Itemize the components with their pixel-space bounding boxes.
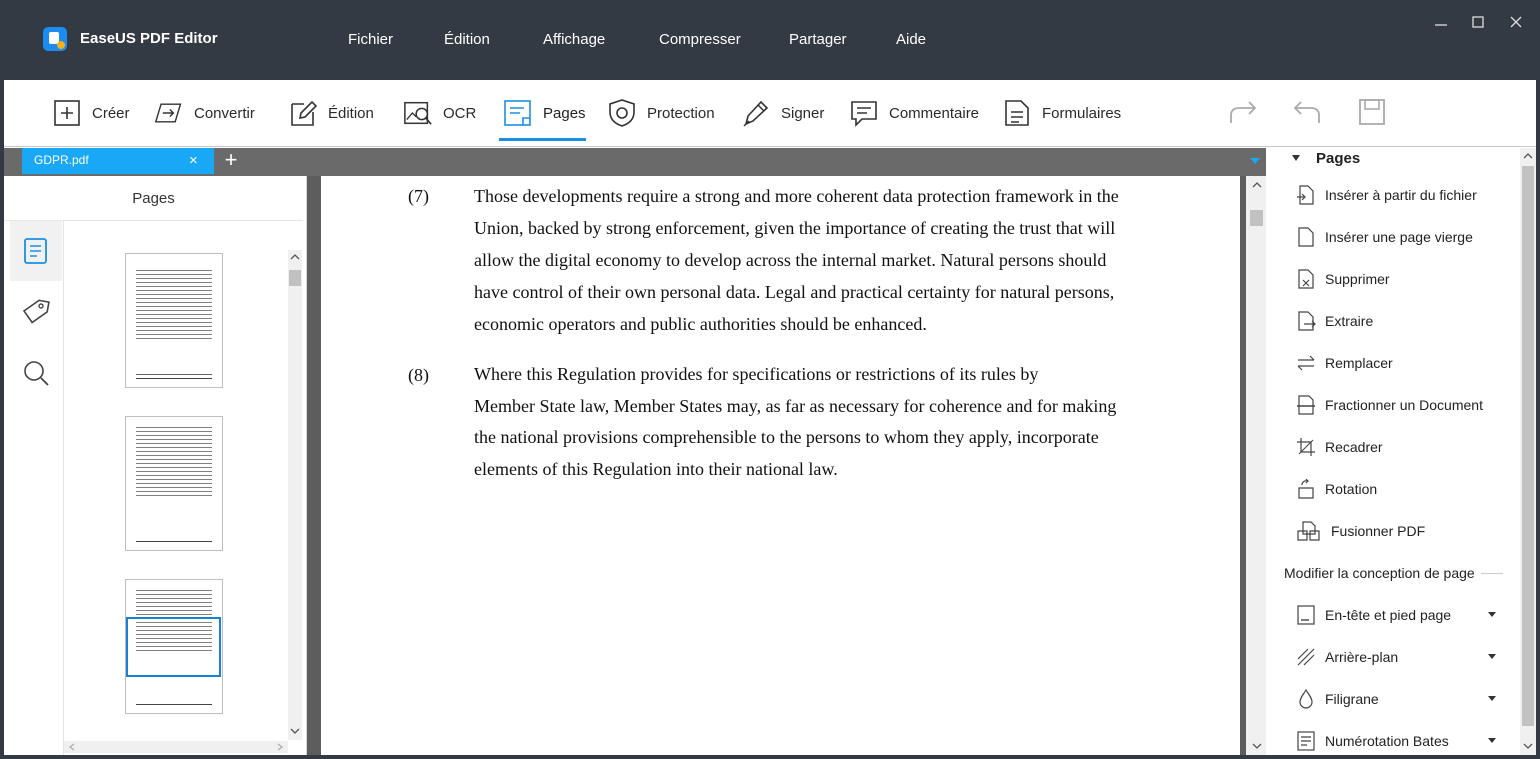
thumbnail-viewport-indicator[interactable] xyxy=(126,617,221,677)
thumbnail-text xyxy=(136,270,212,340)
form-icon xyxy=(1002,98,1032,128)
close-icon xyxy=(1509,15,1523,29)
item-label: Insérer à partir du fichier xyxy=(1325,187,1477,203)
merge-icon xyxy=(1296,521,1322,541)
tool-label: Protection xyxy=(647,104,715,122)
tool-pages[interactable] xyxy=(503,80,586,146)
background-icon xyxy=(1296,647,1316,667)
redo-icon[interactable] xyxy=(1227,97,1259,127)
left-panel-title: Pages xyxy=(4,176,303,221)
pen-icon xyxy=(741,98,771,128)
thumbnails-tab[interactable] xyxy=(10,221,62,281)
section-divider xyxy=(1481,573,1503,574)
text-line: have control of their own personal data. Legal and practical certainty for natural persons, xyxy=(474,282,1115,302)
merge-pdf-button[interactable] xyxy=(1296,519,1425,543)
edit-icon xyxy=(288,98,318,128)
scroll-up-icon[interactable] xyxy=(1252,181,1262,189)
delete-page-button[interactable] xyxy=(1296,267,1390,291)
shield-icon xyxy=(607,98,637,128)
header-footer-icon xyxy=(1296,605,1316,625)
ocr-icon xyxy=(403,98,433,128)
thumbnail-footer xyxy=(136,541,212,542)
extract-pages-button[interactable] xyxy=(1296,309,1373,333)
maximize-icon xyxy=(1471,15,1485,29)
item-label: Fractionner un Document xyxy=(1325,397,1483,413)
tool-commentaire[interactable] xyxy=(849,80,979,146)
add-tab-button[interactable]: + xyxy=(224,147,238,172)
paragraph-number: (8) xyxy=(408,365,429,385)
close-window-button[interactable] xyxy=(1504,14,1528,36)
tool-edition[interactable] xyxy=(288,80,374,146)
thumbnail-scrollbar-thumb[interactable] xyxy=(289,270,301,286)
window-frame-bottom xyxy=(0,755,1540,759)
scroll-left-icon[interactable] xyxy=(68,743,76,751)
page-thumbnail-2[interactable] xyxy=(125,416,223,551)
item-label: Remplacer xyxy=(1325,355,1393,371)
text-line: economic operators and public authorities should be enhanced. xyxy=(474,314,927,334)
crop-icon xyxy=(1296,437,1316,457)
tag-icon xyxy=(21,297,51,327)
text-line: Where this Regulation provides for specifications or restrictions of its rules by xyxy=(474,364,1039,384)
plus-square-icon xyxy=(52,98,82,128)
item-label: Rotation xyxy=(1325,481,1378,497)
split-icon xyxy=(1296,395,1316,415)
watermark-dropdown-icon[interactable] xyxy=(1488,696,1496,701)
text-line: allow the digital economy to develop across the internal market. Natural persons should xyxy=(474,250,1107,270)
item-label: Arrière-plan xyxy=(1325,649,1399,665)
app-logo-icon xyxy=(43,27,67,51)
active-tool-indicator xyxy=(499,138,586,141)
scroll-down-icon[interactable] xyxy=(1252,742,1262,750)
background-button[interactable] xyxy=(1296,645,1398,669)
rotate-pages-button[interactable] xyxy=(1296,477,1377,501)
tool-label: Commentaire xyxy=(889,104,980,122)
tool-creer[interactable] xyxy=(52,80,130,146)
menu-edition[interactable]: Édition xyxy=(444,31,490,48)
insert-blank-page-button[interactable] xyxy=(1296,225,1473,249)
search-tab[interactable] xyxy=(10,343,62,403)
tool-label: Convertir xyxy=(194,104,255,122)
menu-affichage[interactable]: Affichage xyxy=(543,31,606,48)
tab-label: GDPR.pdf xyxy=(34,153,89,167)
item-label: Fusionner PDF xyxy=(1331,523,1426,539)
item-label: Supprimer xyxy=(1325,271,1390,287)
tool-label: Édition xyxy=(328,104,374,122)
text-line: the national provisions comprehensible to the persons to whom they apply, incorporate xyxy=(474,427,1099,447)
undo-icon[interactable] xyxy=(1291,97,1323,127)
right-panel-scrollbar-thumb[interactable] xyxy=(1522,166,1534,726)
split-document-button[interactable] xyxy=(1296,393,1483,417)
watermark-button[interactable] xyxy=(1296,687,1379,711)
right-panel-header: Pages xyxy=(1316,150,1361,167)
document-scrollbar-thumb[interactable] xyxy=(1250,210,1263,226)
item-label: Filigrane xyxy=(1325,691,1379,707)
tab-gdpr-pdf[interactable] xyxy=(22,148,214,174)
menu-aide[interactable]: Aide xyxy=(896,31,927,48)
scroll-down-icon[interactable] xyxy=(1523,742,1533,750)
header-footer-dropdown-icon[interactable] xyxy=(1488,612,1496,617)
document-scrollbar[interactable] xyxy=(1246,176,1266,755)
title-bar xyxy=(0,0,1540,80)
page-design-section-title: Modifier la conception de page xyxy=(1284,565,1475,581)
rotate-icon xyxy=(1296,479,1316,499)
thumbnail-scrollbar[interactable] xyxy=(288,250,302,740)
text-line: Member State law, Member States may, as far as necessary for coherence and for making xyxy=(474,395,1117,416)
text-line: Union, backed by strong enforcement, given the importance of creating the trust that will xyxy=(474,218,1116,238)
tool-label: OCR xyxy=(443,104,477,122)
tool-label: Créer xyxy=(92,104,130,122)
thumbnail-footer xyxy=(136,374,212,375)
extract-icon xyxy=(1296,311,1316,331)
tool-label: Pages xyxy=(543,104,586,122)
convert-icon xyxy=(154,98,184,128)
tool-protection[interactable] xyxy=(607,80,715,146)
scroll-up-icon[interactable] xyxy=(1523,152,1533,160)
tool-label: Formulaires xyxy=(1042,104,1122,122)
window-frame-right xyxy=(1536,80,1540,759)
paragraph-7[interactable] xyxy=(474,180,1154,340)
tool-formulaires[interactable] xyxy=(1002,80,1121,146)
comment-icon xyxy=(849,98,879,128)
item-label: Numérotation Bates xyxy=(1325,733,1449,749)
tool-ocr[interactable] xyxy=(403,80,476,146)
item-label: Recadrer xyxy=(1325,439,1383,455)
delete-page-icon xyxy=(1296,269,1316,289)
insert-file-icon xyxy=(1296,185,1316,205)
blank-page-icon xyxy=(1296,227,1316,247)
background-dropdown-icon[interactable] xyxy=(1488,654,1496,659)
paragraph-number: (7) xyxy=(408,186,429,206)
bates-icon xyxy=(1296,731,1316,751)
thumbnail-text xyxy=(136,427,212,499)
tool-convertir[interactable] xyxy=(154,80,255,146)
item-label: Extraire xyxy=(1325,313,1374,329)
search-icon xyxy=(21,358,51,388)
tool-signer[interactable] xyxy=(741,80,824,146)
crop-pages-button[interactable] xyxy=(1296,435,1383,459)
scroll-right-icon[interactable] xyxy=(276,743,284,751)
page-thumbnails-icon xyxy=(21,236,51,266)
scroll-up-icon[interactable] xyxy=(290,253,300,261)
paragraph-8[interactable] xyxy=(474,359,1154,485)
maximize-button[interactable] xyxy=(1466,14,1490,36)
replace-icon xyxy=(1296,353,1316,373)
bates-dropdown-icon[interactable] xyxy=(1488,738,1496,743)
replace-pages-button[interactable] xyxy=(1296,351,1393,375)
text-line: Those developments require a strong and more coherent data protection framework in the xyxy=(474,186,1119,206)
page-thumbnail-1[interactable] xyxy=(125,253,223,388)
bookmarks-tab[interactable] xyxy=(10,282,62,342)
item-label: Insérer une page vierge xyxy=(1325,229,1473,245)
minimize-button[interactable] xyxy=(1429,14,1453,36)
scroll-down-icon[interactable] xyxy=(290,727,300,735)
thumbnail-footer xyxy=(136,704,212,705)
menu-partager[interactable]: Partager xyxy=(789,31,847,48)
thumbnail-footer xyxy=(136,378,212,379)
menu-compresser[interactable]: Compresser xyxy=(659,31,741,48)
header-footer-button[interactable] xyxy=(1296,603,1451,627)
pages-icon xyxy=(503,98,533,128)
collapse-caret-icon[interactable] xyxy=(1292,155,1300,161)
menu-fichier[interactable]: Fichier xyxy=(348,31,394,48)
tool-label: Signer xyxy=(781,104,825,122)
app-title: EaseUS PDF Editor xyxy=(80,30,218,47)
watermark-icon xyxy=(1296,689,1316,709)
close-tab-icon[interactable]: × xyxy=(189,152,198,169)
minimize-icon xyxy=(1434,15,1448,29)
item-label: En-tête et pied page xyxy=(1325,607,1452,623)
bates-numbering-button[interactable] xyxy=(1296,729,1449,753)
tab-list-dropdown-icon[interactable] xyxy=(1250,158,1260,164)
insert-from-file-button[interactable] xyxy=(1296,183,1477,207)
thumbnail-hscrollbar[interactable] xyxy=(64,741,288,753)
text-line: elements of this Regulation into their national law. xyxy=(474,458,838,479)
save-icon[interactable] xyxy=(1357,97,1387,127)
